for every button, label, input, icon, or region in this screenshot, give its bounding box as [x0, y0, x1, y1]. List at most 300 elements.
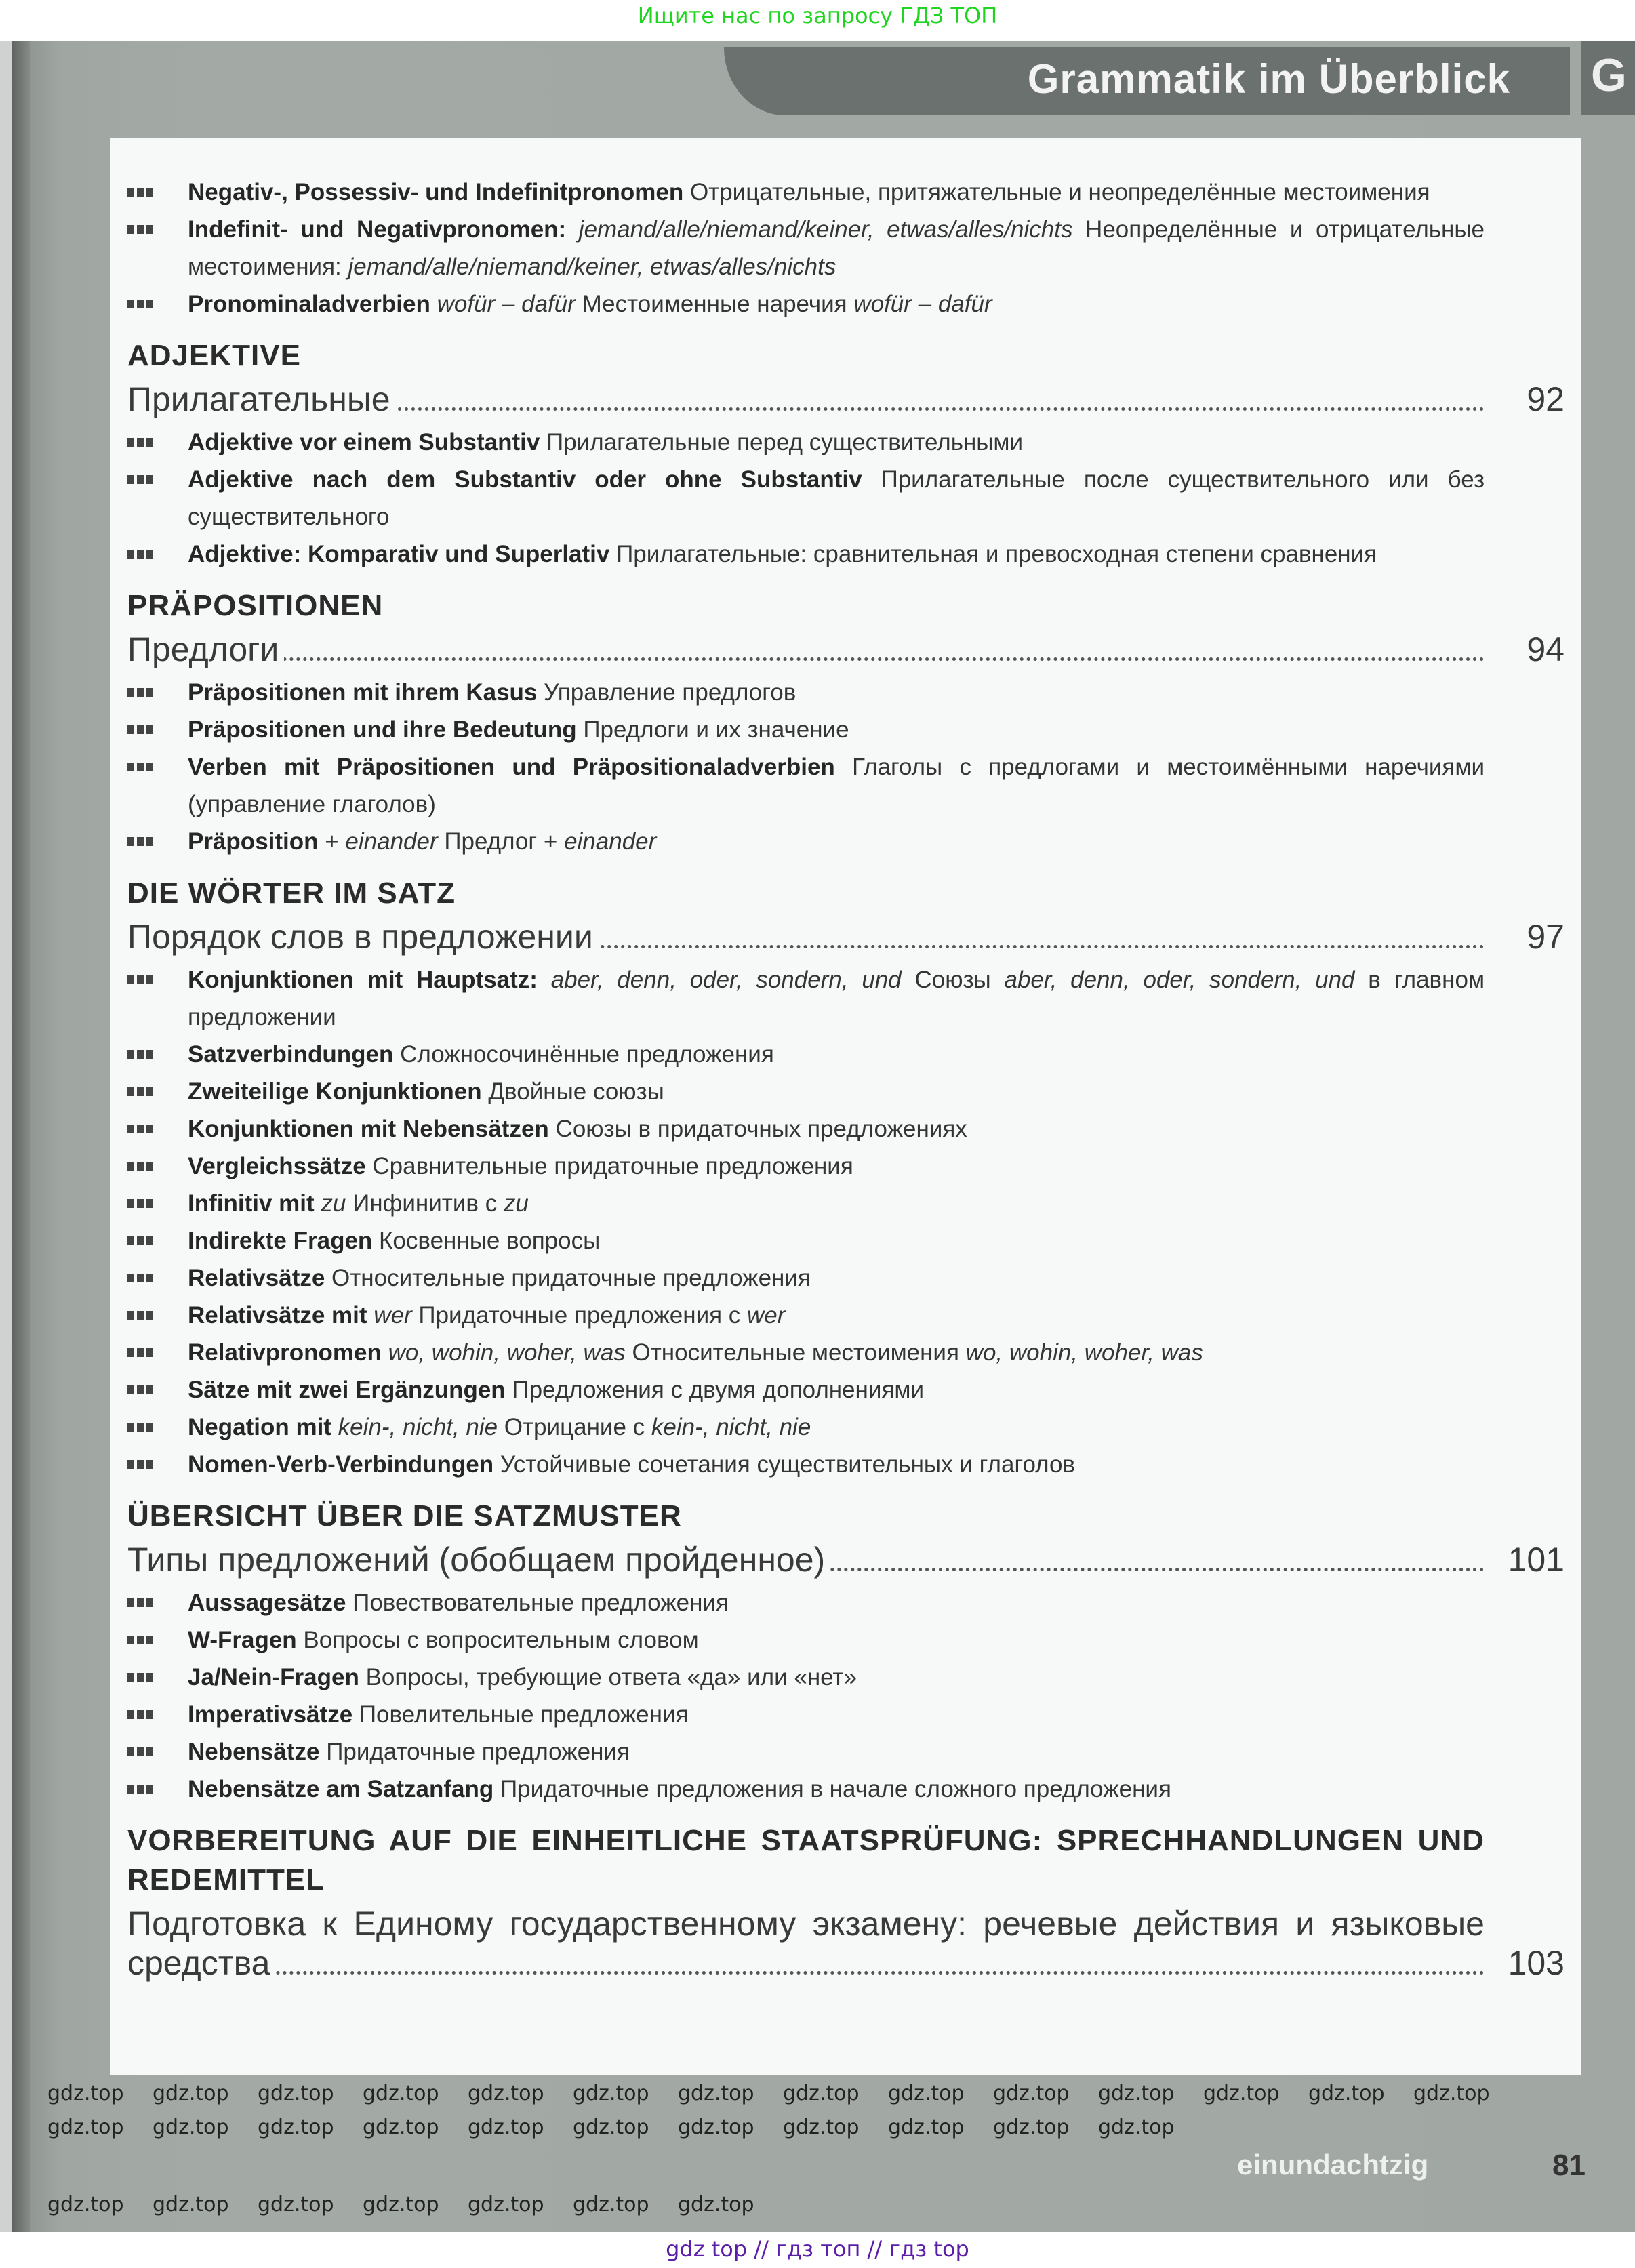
list-item-text [188, 1770, 1485, 1808]
example-words: einander [345, 828, 438, 855]
list-item [127, 1036, 1581, 1073]
bullet-square [137, 1348, 144, 1357]
watermark-text: gdz.top [783, 2082, 860, 2105]
topic-translation: Отрицательные, притяжательные и неопределённые местоимения [683, 179, 1430, 205]
bullet-square [146, 1199, 153, 1208]
topic-name: Präpositionen und ihre Bedeutung [188, 716, 577, 743]
toc-section [127, 174, 1581, 323]
list-item [127, 285, 1581, 323]
topic-translation: Двойные союзы [481, 1078, 664, 1105]
contents-panel [110, 138, 1581, 2075]
example-words: aber, denn, oder, sondern, und [537, 967, 902, 993]
bullet-square [146, 1785, 153, 1794]
topic-translation: Вопросы, требующие ответа «да» или «нет» [359, 1664, 857, 1690]
bullet-square [127, 1673, 134, 1682]
bullet-square [146, 1125, 153, 1133]
bullet-square [137, 188, 144, 197]
topic-name: Imperativsätze [188, 1701, 353, 1728]
list-item-text [188, 823, 1485, 860]
bullet-square [146, 1087, 153, 1096]
watermark-text: gdz.top [153, 2082, 229, 2105]
list-item [127, 1409, 1581, 1446]
bullet-square [127, 975, 134, 984]
bullet-square [127, 1747, 134, 1756]
topic-name: Aussagesätze [188, 1589, 346, 1616]
bullet-square [127, 438, 134, 447]
list-item-text [188, 1334, 1485, 1371]
topic-translation: Придаточные предложения [319, 1739, 630, 1765]
bullet-square [137, 475, 144, 484]
example-words: zu [503, 1190, 529, 1217]
bullet-square [127, 550, 134, 559]
topic-translation: Глаголы с предлогами и местоимёнными наречиями (управление глаголов) [188, 754, 1485, 817]
list-item-text [188, 1409, 1485, 1446]
watermark-text: gdz.top [783, 2115, 860, 2139]
bullet-square [127, 1274, 134, 1282]
list-item-text [188, 1584, 1485, 1621]
watermark-text: gdz.top [1308, 2082, 1385, 2105]
topic-name: Präpositionen mit ihrem Kasus [188, 679, 538, 706]
bullet-squares-icon [127, 1148, 188, 1171]
list-item [127, 1584, 1581, 1621]
toc-entry-text [127, 1904, 1485, 1983]
bullet-square [146, 188, 153, 197]
bullet-square [127, 688, 134, 697]
topic-translation: Сравнительные придаточные предложения [365, 1153, 853, 1179]
watermark-text: gdz.top [993, 2115, 1070, 2139]
bullet-squares-icon [127, 285, 188, 308]
toc-section [127, 586, 1581, 860]
bullet-square [146, 225, 153, 234]
bullet-square [137, 763, 144, 771]
page-edge [0, 41, 12, 2232]
bullet-square [146, 1385, 153, 1394]
side-tab [1581, 41, 1635, 115]
toc-entry [127, 380, 1565, 419]
topic-translation: Относительные местоимения [625, 1339, 966, 1366]
topic-translation: Прилагательные после существительного или без существительного [188, 466, 1485, 530]
section-heading: VORBEREITUNG AUF DIE EINHEITLICHE STAATSPRÜFUNG: SPRECHHANDLUNGEN UND REDEMITTEL [127, 1824, 1485, 1897]
dot-leader [127, 657, 1485, 661]
bullet-square [127, 475, 134, 484]
section-heading: ÜBERSICHT ÜBER DIE SATZMUSTER [127, 1499, 682, 1533]
section-heading: PRÄPOSITIONEN [127, 589, 384, 622]
topic-translation: Прилагательные: сравнительная и превосходная степени сравнения [609, 541, 1377, 567]
bullet-square [127, 300, 134, 308]
list-item [127, 961, 1581, 1036]
toc-entry-text [127, 380, 1485, 419]
bullet-square [146, 688, 153, 697]
list-item [127, 1696, 1581, 1733]
section-heading: ADJEKTIVE [127, 339, 301, 372]
toc-section [127, 1821, 1581, 1983]
bullet-squares-icon [127, 1621, 188, 1644]
topic-translation: Придаточные предложения с [411, 1302, 748, 1329]
list-item [127, 1371, 1581, 1409]
watermark-text: gdz.top [1203, 2082, 1280, 2105]
topic-name: W-Fragen [188, 1627, 297, 1653]
page-title: Grammatik im Überblick [1027, 56, 1510, 102]
example-words: wo, wohin, woher, was [965, 1339, 1203, 1366]
topic-translation: в главном предложении [188, 967, 1485, 1030]
toc-entry [127, 917, 1565, 956]
topic-translation: Прилагательные перед существительными [540, 429, 1024, 455]
watermark-text: gdz.top [47, 2115, 124, 2139]
watermark-text: gdz.top [468, 2115, 544, 2139]
bullet-squares-icon [127, 1733, 188, 1756]
topic-name: Indefinit- und Negativpronomen: [188, 216, 567, 243]
page-number: 81 [1552, 2149, 1586, 2182]
topic-name: Adjektive nach dem Substantiv oder ohne Substantiv [188, 466, 862, 493]
list-item-text [188, 1036, 1485, 1073]
topic-name: Ja/Nein-Fragen [188, 1664, 359, 1690]
bullet-square [127, 225, 134, 234]
bullet-squares-icon [127, 174, 188, 197]
bullet-squares-icon [127, 1259, 188, 1282]
bullet-square [137, 1236, 144, 1245]
bullet-squares-icon [127, 1446, 188, 1469]
list-item [127, 1185, 1581, 1222]
toc-entry-title: Прилагательные [127, 380, 396, 418]
example-words: wer [367, 1302, 412, 1329]
bullet-square [146, 1598, 153, 1607]
list-item [127, 748, 1581, 823]
topic-translation: + [318, 828, 346, 855]
list-item [127, 1148, 1581, 1185]
topic-translation: Союзы [901, 967, 1005, 993]
bullet-square [127, 1311, 134, 1320]
list-item [127, 211, 1581, 285]
bullet-square [137, 1747, 144, 1756]
watermark-text: gdz.top [1098, 2082, 1175, 2105]
list-item-text [188, 1185, 1485, 1222]
toc-page-number: 92 [1527, 380, 1565, 418]
example-words: wo, wohin, woher, was [381, 1339, 626, 1366]
bullet-square [146, 1348, 153, 1357]
bullet-square [146, 475, 153, 484]
topic-translation: Придаточные предложения в начале сложного предложения [493, 1776, 1171, 1802]
topic-name: Vergleichssätze [188, 1153, 366, 1179]
watermark-text: gdz.top [47, 2082, 124, 2105]
watermark-text: gdz.top [573, 2082, 649, 2105]
toc-section [127, 1497, 1581, 1808]
list-item-text [188, 211, 1485, 285]
bullet-square [146, 1460, 153, 1469]
toc-page-number: 101 [1508, 1541, 1565, 1579]
bullet-squares-icon [127, 1371, 188, 1394]
bullet-squares-icon [127, 1659, 188, 1682]
bullet-squares-icon [127, 211, 188, 234]
example-words: zu [314, 1190, 346, 1217]
topic-translation: Сложносочинённые предложения [393, 1041, 774, 1068]
example-words: wofür – dafür [430, 291, 576, 317]
bullet-square [146, 1162, 153, 1171]
toc-section [127, 336, 1581, 573]
bullet-squares-icon [127, 461, 188, 484]
toc-entry [127, 630, 1565, 669]
list-item-text [188, 535, 1485, 573]
list-item-text [188, 1148, 1485, 1185]
bullet-square [137, 725, 144, 734]
bullet-square [127, 1199, 134, 1208]
watermark-text: gdz.top [468, 2082, 544, 2105]
watermark-text: gdz.top [678, 2082, 754, 2105]
toc-page-number: 97 [1527, 918, 1565, 956]
bullet-squares-icon [127, 1297, 188, 1320]
list-item-text [188, 1696, 1485, 1733]
bullet-square [137, 1636, 144, 1644]
topic-translation: Инфинитив с [346, 1190, 504, 1217]
example-words: aber, denn, oder, sondern, und [1004, 967, 1355, 993]
bullet-square [146, 1274, 153, 1282]
topic-translation: Вопросы с вопросительным словом [296, 1627, 699, 1653]
list-item [127, 711, 1581, 748]
topic-name: Relativsätze [188, 1265, 325, 1291]
watermark-text: gdz.top [258, 2193, 334, 2216]
topic-name: Sätze mit zwei Ergänzungen [188, 1377, 506, 1403]
toc-entry-title: Предлоги [127, 630, 284, 668]
list-item-text [188, 1259, 1485, 1297]
bullet-square [127, 837, 134, 846]
toc-page-number: 103 [1508, 1944, 1565, 1982]
topic-translation: Управление предлогов [537, 679, 796, 706]
example-words: wer [747, 1302, 786, 1329]
watermark-text: gdz.top [678, 2193, 754, 2216]
toc-entry-title: Подготовка к Единому государственному экзамену: речевые действия и языковые средства [127, 1905, 1485, 1982]
bullet-square [146, 550, 153, 559]
list-item [127, 1770, 1581, 1808]
toc-entry-title: Порядок слов в предложении [127, 918, 599, 956]
topic-name: Adjektive vor einem Substantiv [188, 429, 540, 455]
bullet-square [137, 1710, 144, 1719]
bullet-square [127, 1087, 134, 1096]
bullet-square [127, 1348, 134, 1357]
bullet-squares-icon [127, 1409, 188, 1432]
bullet-square [137, 688, 144, 697]
list-item [127, 1297, 1581, 1334]
toc-entry [127, 1540, 1565, 1579]
topic-translation: Устойчивые сочетания существительных и глаголов [493, 1451, 1076, 1478]
list-item [127, 1334, 1581, 1371]
topic-name: Negation mit [188, 1414, 331, 1440]
topic-translation: Отрицание с [498, 1414, 651, 1440]
bullet-square [146, 1423, 153, 1432]
toc-entry [127, 1904, 1565, 1983]
watermark-text: gdz.top [153, 2115, 229, 2139]
list-item [127, 1222, 1581, 1259]
bullet-square [137, 1673, 144, 1682]
bullet-square [127, 1785, 134, 1794]
list-item [127, 823, 1581, 860]
example-words: kein-, nicht, nie [331, 1414, 498, 1440]
topic-translation: Предлоги и их значение [576, 716, 849, 743]
list-item [127, 1621, 1581, 1659]
toc-entry-text [127, 1540, 1485, 1579]
watermark-text: gdz.top [678, 2115, 754, 2139]
bullet-square [146, 300, 153, 308]
topic-name: Indirekte Fragen [188, 1228, 373, 1254]
topic-translation: Предлог + [437, 828, 565, 855]
bullet-square [127, 1598, 134, 1607]
list-item-text [188, 1733, 1485, 1770]
bullet-square [127, 188, 134, 197]
list-item-text [188, 1110, 1485, 1148]
example-words: jemand/alle/niemand/keiner, etwas/alles/nichts [348, 254, 836, 280]
bullet-squares-icon [127, 961, 188, 984]
bullet-square [127, 763, 134, 771]
watermark-text: gdz.top [363, 2082, 439, 2105]
list-item-text [188, 711, 1485, 748]
bullet-square [146, 837, 153, 846]
list-item-text [188, 1446, 1485, 1483]
list-item [127, 174, 1581, 211]
bullet-square [127, 725, 134, 734]
example-words: wofür – dafür [853, 291, 992, 317]
bullet-square [146, 1636, 153, 1644]
list-item-text [188, 461, 1485, 535]
bullet-square [137, 438, 144, 447]
bullet-squares-icon [127, 1222, 188, 1245]
list-item-text [188, 1621, 1485, 1659]
list-item-text [188, 1222, 1485, 1259]
bullet-square [137, 837, 144, 846]
bullet-square [127, 1710, 134, 1719]
list-item-text [188, 1297, 1485, 1334]
topic-name: Satzverbindungen [188, 1041, 394, 1068]
list-item-text [188, 961, 1485, 1036]
list-item-text [188, 1659, 1485, 1696]
list-item-text [188, 285, 1485, 323]
watermark-text: gdz.top [888, 2115, 965, 2139]
dot-leader [127, 1971, 1485, 1975]
topic-translation: Повелительные предложения [352, 1701, 689, 1728]
topic-name: Zweiteilige Konjunktionen [188, 1078, 482, 1105]
bullet-squares-icon [127, 823, 188, 846]
list-item [127, 674, 1581, 711]
watermark-text: gdz.top [47, 2193, 124, 2216]
bullet-squares-icon [127, 535, 188, 559]
bullet-squares-icon [127, 748, 188, 771]
toc-section [127, 874, 1581, 1483]
bullet-square [137, 1385, 144, 1394]
watermark-text: gdz.top [363, 2115, 439, 2139]
bullet-square [137, 1050, 144, 1059]
toc-page-number: 94 [1527, 630, 1565, 668]
topic-translation: Местоименные наречия [575, 291, 854, 317]
example-words: einander [564, 828, 657, 855]
list-item [127, 1733, 1581, 1770]
bullet-square [137, 1162, 144, 1171]
list-item [127, 1659, 1581, 1696]
topic-name: Präposition [188, 828, 319, 855]
header-tab [724, 47, 1570, 115]
toc-entry-title: Типы предложений (обобщаем пройденное) [127, 1541, 830, 1579]
bullet-squares-icon [127, 1110, 188, 1133]
topic-translation: Относительные придаточные предложения [325, 1265, 811, 1291]
bullet-square [137, 225, 144, 234]
list-item [127, 535, 1581, 573]
list-item [127, 461, 1581, 535]
page-spine-shadow [12, 41, 30, 2232]
bullet-squares-icon [127, 1770, 188, 1794]
list-item-text [188, 424, 1485, 461]
bullet-square [137, 1598, 144, 1607]
topic-translation: Повествовательные предложения [346, 1589, 729, 1616]
bullet-squares-icon [127, 1073, 188, 1096]
topic-name: Adjektive: Komparativ und Superlativ [188, 541, 610, 567]
topic-name: Negativ-, Possessiv- und Indefinitpronomen [188, 179, 684, 205]
list-item [127, 1110, 1581, 1148]
side-tab-letter: G [1591, 49, 1627, 101]
bullet-square [146, 1710, 153, 1719]
bullet-square [137, 1125, 144, 1133]
watermark-text: gdz.top [573, 2115, 649, 2139]
bullet-square [137, 1199, 144, 1208]
bullet-square [127, 1636, 134, 1644]
list-item-text [188, 1371, 1485, 1409]
example-words: kein-, nicht, nie [651, 1414, 811, 1440]
search-hint-banner: Ищите нас по запросу ГДЗ ТОП [637, 3, 998, 28]
list-item [127, 424, 1581, 461]
watermark-text: gdz.top [573, 2193, 649, 2216]
bullet-square [137, 550, 144, 559]
toc-entry-text [127, 630, 1485, 669]
bullet-square [146, 1311, 153, 1320]
bullet-square [127, 1385, 134, 1394]
topic-name: Nebensätze [188, 1739, 320, 1765]
topic-translation: Неопределённые и отрицательные местоимения: [188, 216, 1485, 280]
list-item [127, 1446, 1581, 1483]
list-item-text [188, 174, 1485, 211]
list-item [127, 1073, 1581, 1110]
bullet-squares-icon [127, 1334, 188, 1357]
list-item-text [188, 1073, 1485, 1110]
bullet-square [137, 300, 144, 308]
topic-name: Nebensätze am Satzanfang [188, 1776, 494, 1802]
watermark-text: gdz.top [258, 2082, 334, 2105]
bullet-square [146, 975, 153, 984]
bullet-square [137, 1460, 144, 1469]
page-number-word: einundachtzig [1237, 2149, 1429, 2181]
watermark-text: gdz.top [1098, 2115, 1175, 2139]
list-item-text [188, 748, 1485, 823]
section-heading: DIE WÖRTER IM SATZ [127, 876, 456, 910]
bullet-square [127, 1460, 134, 1469]
topic-name: Pronominaladverbien [188, 291, 430, 317]
bullet-square [137, 1423, 144, 1432]
topic-name: Verben mit Präpositionen und Präpositionaladverbien [188, 754, 835, 780]
topic-name: Konjunktionen mit Hauptsatz: [188, 967, 538, 993]
watermark-text: gdz.top [468, 2193, 544, 2216]
bullet-square [146, 1673, 153, 1682]
bullet-square [137, 1087, 144, 1096]
bullet-square [127, 1125, 134, 1133]
bullet-square [146, 1236, 153, 1245]
bullet-square [137, 1785, 144, 1794]
bullet-square [127, 1050, 134, 1059]
topic-translation: Предложения с двумя дополнениями [505, 1377, 925, 1403]
bullet-squares-icon [127, 424, 188, 447]
toc-entry-text [127, 917, 1485, 956]
watermark-text: gdz.top [363, 2193, 439, 2216]
bullet-square [127, 1236, 134, 1245]
bullet-square [146, 725, 153, 734]
bottom-banner: gdz top // гдз топ // гдз top [0, 2232, 1635, 2268]
bullet-squares-icon [127, 1185, 188, 1208]
bullet-square [127, 1162, 134, 1171]
bullet-squares-icon [127, 1036, 188, 1059]
watermark-text: gdz.top [993, 2082, 1070, 2105]
